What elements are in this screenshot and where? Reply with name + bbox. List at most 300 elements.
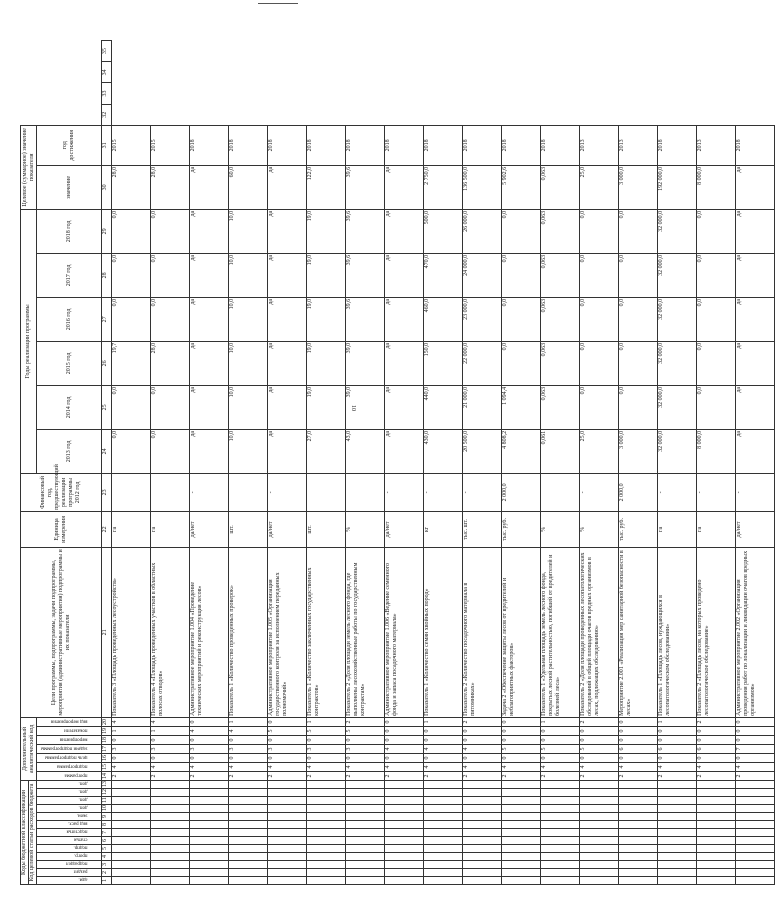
budget-subgroup-header: Код целевой статьи расходов бюджета [29, 780, 37, 884]
column-index: 20 [102, 717, 112, 726]
code-cell [580, 829, 619, 837]
add-code-cell: 2 [619, 771, 658, 780]
year-value: да [190, 385, 229, 429]
year-value: да [190, 297, 229, 341]
code-cell [580, 797, 619, 805]
add-code-cell: 0 [697, 726, 736, 735]
column-index: 12 [102, 789, 112, 797]
target-year: 2018 [307, 125, 346, 165]
row-unit: % [346, 511, 385, 547]
add-code-cell: 2 [736, 771, 775, 780]
code-cell [268, 853, 307, 861]
add-code-cell: 0 [736, 726, 775, 735]
add-code-cell: 0 [541, 753, 580, 762]
year-value: 460,0 [424, 297, 463, 341]
code-cell [502, 797, 541, 805]
code-col-header [37, 861, 102, 869]
code-col-label: доп. [78, 804, 87, 810]
row-prev: - [736, 473, 775, 511]
add-code-cell: 4 [463, 762, 502, 771]
code-col-header [37, 877, 102, 885]
add-code-cell: 0 [229, 735, 268, 744]
add-code-cell: 1 [424, 717, 463, 726]
code-cell [346, 805, 385, 813]
add-code-cell: 0 [268, 753, 307, 762]
code-cell [385, 877, 424, 885]
year-value: 0,061 [541, 429, 580, 473]
year-value: 0,0 [112, 385, 151, 429]
additional-code-header: Дополнительный аналитический код [21, 717, 37, 780]
year-value: 0,0 [697, 297, 736, 341]
year-value: 0,063 [541, 341, 580, 385]
target-value: 122,0 [307, 165, 346, 209]
add-code-cell: 0 [307, 753, 346, 762]
code-cell [112, 829, 151, 837]
add-code-cell: 4 [541, 762, 580, 771]
year-value: 25,0 [580, 429, 619, 473]
year-value: 0,0 [619, 253, 658, 297]
target-value: 5 902,6 [502, 165, 541, 209]
row-unit: да/нет [385, 511, 424, 547]
year-value: да [736, 429, 775, 473]
add-code-cell: 0 [736, 735, 775, 744]
target-value: 39,6 [346, 165, 385, 209]
add-code-cell: 5 [307, 726, 346, 735]
column-index: 6 [102, 837, 112, 845]
row-unit: да/нет [268, 511, 307, 547]
year-value: 0,063 [541, 385, 580, 429]
target-value-header: Целевое (суммарное) значение показателя [21, 125, 37, 209]
column-index: 33 [102, 83, 112, 104]
add-code-cell: 4 [736, 762, 775, 771]
code-cell [307, 877, 346, 885]
code-cell [619, 877, 658, 885]
code-cell [697, 837, 736, 845]
year-value: 0,0 [697, 341, 736, 385]
add-code-cell: 5 [580, 744, 619, 753]
code-cell [424, 789, 463, 797]
code-cell [346, 797, 385, 805]
rotated-sheet [20, 40, 756, 885]
table-row [385, 41, 424, 885]
add-code-cell: 4 [463, 744, 502, 753]
row-prev [229, 473, 268, 511]
code-col-header [37, 821, 102, 829]
target-year: 2018 [346, 125, 385, 165]
code-cell [346, 877, 385, 885]
code-cell [541, 837, 580, 845]
year-value: 39,6 [346, 253, 385, 297]
year-value: да [268, 253, 307, 297]
code-cell [346, 821, 385, 829]
code-cell [736, 797, 775, 805]
add-code-cell: 0 [697, 753, 736, 762]
column-index: 2 [102, 869, 112, 877]
column-index: 26 [102, 341, 112, 385]
code-cell [619, 821, 658, 829]
add-code-cell: 2 [229, 771, 268, 780]
code-cell [268, 837, 307, 845]
code-col-label: статья [73, 836, 87, 842]
code-cell [541, 877, 580, 885]
table-body [112, 41, 775, 885]
table-row [424, 41, 463, 885]
code-cell [424, 797, 463, 805]
target-year: 2018 [229, 125, 268, 165]
column-index-row [102, 41, 112, 885]
code-cell [658, 861, 697, 869]
add-code-cell: 6 [697, 744, 736, 753]
add-code-cell: 5 [502, 744, 541, 753]
column-index: 27 [102, 297, 112, 341]
column-index: 31 [102, 125, 112, 165]
year-value: 20 500,0 [463, 429, 502, 473]
code-col-label: вид расх. [67, 820, 87, 826]
year-value: 0,0 [112, 209, 151, 253]
code-cell [541, 861, 580, 869]
code-cell [619, 829, 658, 837]
year-value: да [190, 209, 229, 253]
code-cell [541, 797, 580, 805]
add-code-cell: 2 [346, 771, 385, 780]
add-code-cell: 0 [307, 735, 346, 744]
add-code-cell: 0 [619, 753, 658, 762]
add-col-label: мероприятия [59, 736, 87, 742]
add-code-cell: 2 [112, 771, 151, 780]
row-name: Показатель 1 «Площадь лесов, нуждающихся в лесопатологическом обследовании» [658, 547, 697, 717]
add-code-cell: 0 [424, 735, 463, 744]
row-unit: га [658, 511, 697, 547]
add-code-cell: 3 [190, 744, 229, 753]
add-code-cell: 2 [697, 717, 736, 726]
year-value: 24 000,0 [463, 253, 502, 297]
add-col-label: цель подпрограммы [44, 754, 87, 760]
year-value: да [385, 341, 424, 385]
target-value: 0,063 [541, 165, 580, 209]
year-value: 0,0 [112, 297, 151, 341]
add-code-cell: 0 [385, 753, 424, 762]
add-code-cell: 2 [424, 771, 463, 780]
target-column-header: Цели программы, подпрограммы, задачи подпрограммы, мероприятия (административные мероприятия) подпрограммы и их показатели [21, 547, 102, 717]
code-cell [424, 837, 463, 845]
code-cell [580, 789, 619, 797]
code-cell [619, 837, 658, 845]
add-code-cell: 0 [346, 753, 385, 762]
code-cell [307, 805, 346, 813]
code-cell [697, 805, 736, 813]
year-header: 2014 год [37, 385, 102, 429]
column-index: 4 [102, 853, 112, 861]
year-value: 26 000,0 [463, 209, 502, 253]
code-cell [112, 821, 151, 829]
code-col-label: подпр. [72, 844, 87, 850]
code-cell [580, 877, 619, 885]
code-cell [619, 853, 658, 861]
code-cell [736, 869, 775, 877]
code-cell [268, 869, 307, 877]
add-code-cell: 2 [151, 771, 190, 780]
table-row [502, 41, 541, 885]
add-code-cell: 4 [307, 762, 346, 771]
target-value: 3 000,0 [619, 165, 658, 209]
target-value: 28,0 [151, 165, 190, 209]
code-cell [658, 853, 697, 861]
year-value: 0,0 [580, 385, 619, 429]
add-code-cell: 4 [424, 744, 463, 753]
column-index: 15 [102, 762, 112, 771]
year-value: 28,0 [151, 341, 190, 385]
code-col-header [37, 853, 102, 861]
finance-year-header: Финансовый год, предшествующий реализации программы 2012 год [21, 473, 102, 511]
year-value: 22 000,0 [463, 341, 502, 385]
add-code-cell: 0 [346, 735, 385, 744]
add-code-cell: 1 [307, 717, 346, 726]
code-col-header [37, 845, 102, 853]
add-col-header [37, 717, 102, 726]
code-cell [151, 869, 190, 877]
code-cell [736, 837, 775, 845]
target-value: 60,0 [229, 165, 268, 209]
code-col-label: раздел [73, 868, 87, 874]
year-value: 19,7 [112, 341, 151, 385]
code-cell [190, 789, 229, 797]
code-cell [502, 805, 541, 813]
table-row [463, 41, 502, 885]
code-cell [385, 797, 424, 805]
table-row [580, 41, 619, 885]
row-name: Показатель 2 «Доля площади проведенных лесопатологических обследований в общей площади очагов вредных организмов в лесах, подлежащих обследованию» [580, 547, 619, 717]
code-cell [112, 805, 151, 813]
code-cell [190, 805, 229, 813]
code-cell [151, 837, 190, 845]
add-col-label: показатели [63, 727, 87, 733]
code-cell [619, 845, 658, 853]
code-cell [502, 789, 541, 797]
code-cell [112, 869, 151, 877]
add-code-cell: 0 [385, 735, 424, 744]
year-value: 470,0 [424, 253, 463, 297]
column-index: 10 [102, 805, 112, 813]
year-value: 440,0 [424, 385, 463, 429]
row-name: Показатель 2 «Площадь лесов, на которых проведено лесопатологическое обследование» [697, 547, 736, 717]
row-unit: тыс. руб. [619, 511, 658, 547]
code-cell [151, 805, 190, 813]
add-code-cell: 1 [658, 717, 697, 726]
code-cell [190, 869, 229, 877]
code-cell [307, 780, 346, 788]
code-cell [268, 877, 307, 885]
code-cell [541, 813, 580, 821]
row-unit: кг [424, 511, 463, 547]
code-cell [307, 869, 346, 877]
year-value: 0,0 [151, 209, 190, 253]
row-prev [112, 473, 151, 511]
add-col-label: вид мероприятия [50, 718, 87, 724]
target-year: 2018 [424, 125, 463, 165]
add-code-cell: 0 [229, 753, 268, 762]
code-cell [268, 780, 307, 788]
year-value: 8 000,0 [697, 429, 736, 473]
add-code-cell: 4 [502, 762, 541, 771]
budget-code-header: Коды бюджетной классификации [21, 780, 29, 884]
row-prev [346, 473, 385, 511]
target-value: 28,0 [112, 165, 151, 209]
target-year: 2018 [190, 125, 229, 165]
code-cell [307, 837, 346, 845]
code-cell [502, 869, 541, 877]
row-unit: да/нет [736, 511, 775, 547]
code-cell [151, 821, 190, 829]
code-cell [307, 789, 346, 797]
code-cell [307, 853, 346, 861]
year-value: 0,0 [619, 209, 658, 253]
add-code-cell: 5 [268, 726, 307, 735]
code-cell [463, 821, 502, 829]
code-cell [151, 845, 190, 853]
year-value: 19,0 [307, 209, 346, 253]
code-cell [229, 829, 268, 837]
code-cell [229, 877, 268, 885]
add-code-cell: 4 [190, 726, 229, 735]
add-code-cell: 0 [463, 735, 502, 744]
add-col-header [37, 735, 102, 744]
code-cell [619, 805, 658, 813]
row-name: Административное мероприятие 1.005 «Организация государственного контроля за исполнением переданных полномочий» [268, 547, 307, 717]
add-code-cell: 2 [463, 717, 502, 726]
code-cell [151, 797, 190, 805]
column-index: 23 [102, 473, 112, 511]
code-cell [190, 845, 229, 853]
add-code-cell: 2 [190, 771, 229, 780]
column-index: 29 [102, 209, 112, 253]
target-year: 2013 [697, 125, 736, 165]
add-code-cell: 0 [541, 726, 580, 735]
program-table [20, 40, 775, 885]
add-code-cell: 0 [580, 726, 619, 735]
row-unit: га [112, 511, 151, 547]
code-cell [619, 780, 658, 788]
row-prev: - [658, 473, 697, 511]
code-cell [658, 877, 697, 885]
code-cell [424, 869, 463, 877]
code-cell [151, 877, 190, 885]
code-cell [502, 829, 541, 837]
add-code-cell: 3 [229, 744, 268, 753]
add-code-cell: 4 [112, 717, 151, 726]
year-value: да [268, 297, 307, 341]
row-name: Показатель 1 «Количество семян хвойных пород» [424, 547, 463, 717]
add-code-cell: 2 [580, 717, 619, 726]
code-cell [385, 789, 424, 797]
code-cell [346, 813, 385, 821]
year-value: 0,0 [502, 341, 541, 385]
code-cell [190, 877, 229, 885]
add-code-cell: 4 [229, 726, 268, 735]
year-value: 0,063 [541, 297, 580, 341]
add-code-cell: 3 [346, 744, 385, 753]
table-row [190, 41, 229, 885]
year-value: 500,0 [424, 209, 463, 253]
code-cell [151, 853, 190, 861]
code-cell [736, 813, 775, 821]
year-value: 0,0 [619, 341, 658, 385]
year-value: 32 000,0 [658, 253, 697, 297]
add-col-label: задачи подпрограммы [40, 745, 87, 751]
year-value: 19,0 [307, 385, 346, 429]
code-cell [229, 805, 268, 813]
code-cell [541, 845, 580, 853]
year-value: 0,0 [580, 253, 619, 297]
year-value: 0,0 [502, 297, 541, 341]
column-index: 35 [102, 41, 112, 62]
add-col-header [37, 726, 102, 735]
code-cell [502, 837, 541, 845]
year-value: 32 000,0 [658, 297, 697, 341]
column-index: 24 [102, 429, 112, 473]
add-code-cell: 3 [268, 744, 307, 753]
year-value: да [736, 385, 775, 429]
add-code-cell: 4 [151, 717, 190, 726]
add-code-cell: 4 [112, 762, 151, 771]
code-cell [502, 853, 541, 861]
code-cell [346, 780, 385, 788]
code-cell [112, 845, 151, 853]
code-cell [190, 861, 229, 869]
add-code-cell: 0 [502, 726, 541, 735]
code-cell [229, 821, 268, 829]
code-cell [502, 861, 541, 869]
target-year: 2018 [736, 125, 775, 165]
year-value: 0,0 [151, 253, 190, 297]
target-year: 2013 [619, 125, 658, 165]
code-cell [736, 845, 775, 853]
code-cell [385, 853, 424, 861]
target-year: 2013 [580, 125, 619, 165]
add-code-cell: 2 [580, 771, 619, 780]
code-cell [736, 829, 775, 837]
code-cell [580, 821, 619, 829]
code-col-header [37, 789, 102, 797]
code-cell [151, 789, 190, 797]
code-cell [190, 821, 229, 829]
code-cell [424, 829, 463, 837]
add-col-label: программа [64, 772, 87, 778]
code-cell [151, 813, 190, 821]
year-value: 0,0 [502, 253, 541, 297]
year-value: да [385, 297, 424, 341]
code-cell [541, 780, 580, 788]
year-value: 32 000,0 [658, 341, 697, 385]
code-cell [502, 877, 541, 885]
code-cell [229, 813, 268, 821]
target-year: 2018 [502, 125, 541, 165]
code-cell [580, 869, 619, 877]
column-index: 18 [102, 735, 112, 744]
add-code-cell: 4 [190, 762, 229, 771]
code-cell [346, 845, 385, 853]
add-code-cell: 0 [541, 735, 580, 744]
code-cell [697, 813, 736, 821]
year-value: 27,0 [307, 429, 346, 473]
target-year: 2018 [658, 125, 697, 165]
code-cell [229, 869, 268, 877]
add-col-header [37, 762, 102, 771]
code-cell [463, 797, 502, 805]
code-cell [112, 877, 151, 885]
code-cell [385, 821, 424, 829]
code-cell [697, 869, 736, 877]
year-value: 19,0 [307, 297, 346, 341]
